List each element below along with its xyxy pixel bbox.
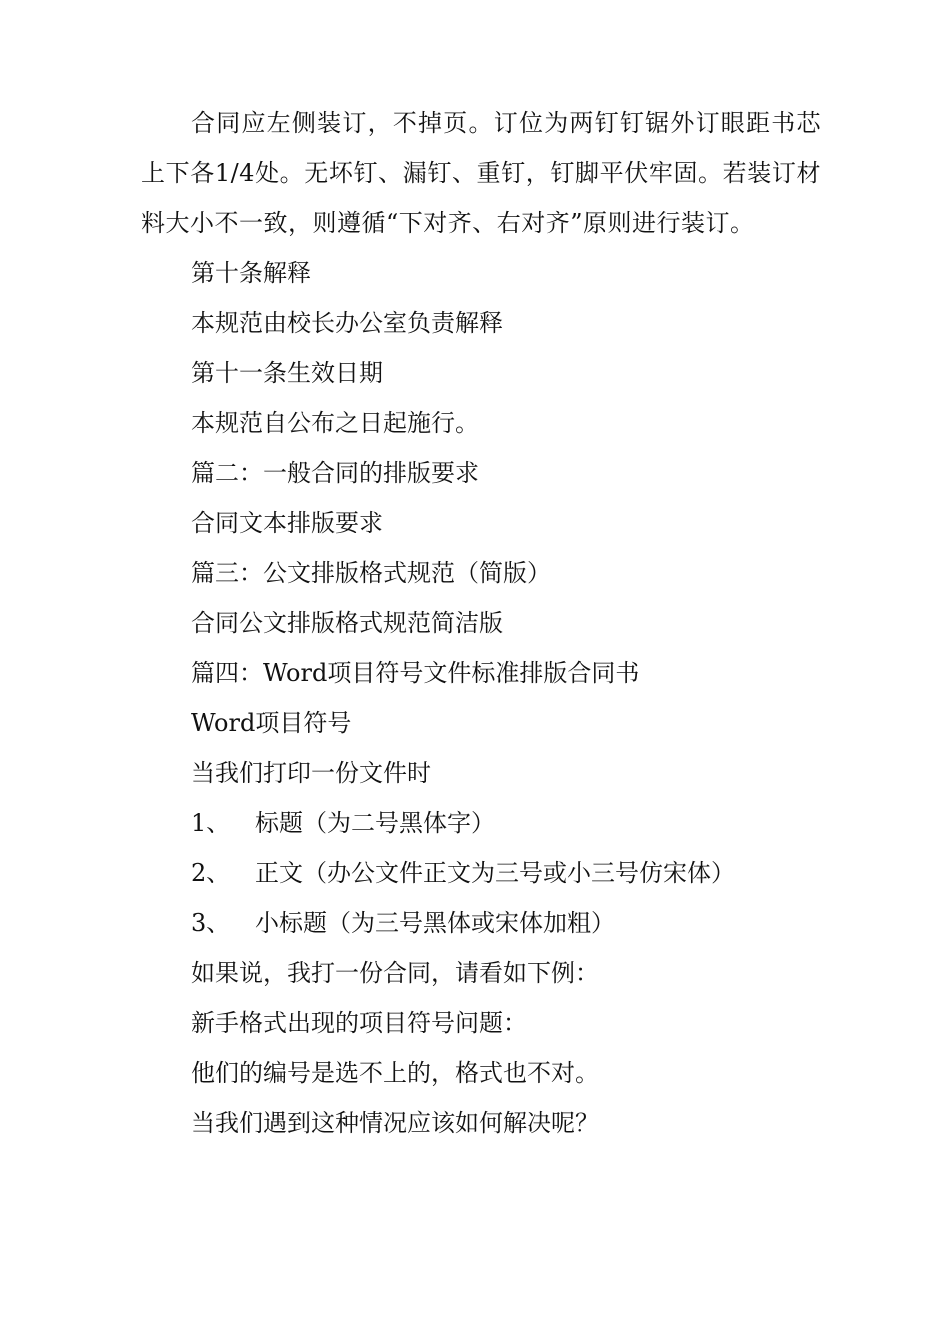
section-heading: 篇二：一般合同的排版要求 [191,459,479,487]
text-line: 本规范由校长办公室负责解释 [191,309,503,337]
text-line: 新手格式出现的项目符号问题： [191,1009,527,1037]
list-item [141,798,821,848]
section-heading: 篇三：公文排版格式规范（简版） [191,559,551,587]
section-heading: 篇四：Word项目符号文件标准排版合同书 [191,659,640,687]
list-item-text: 小标题（为三号黑体或宋体加粗） [255,909,615,937]
text-line: 当我们打印一份文件时 [191,759,431,787]
text-line: 他们的编号是选不上的，格式也不对。 [191,1059,599,1087]
list-item-number: 1、 [191,809,231,837]
list-item [141,898,821,948]
text-line: 当我们遇到这种情况应该如何解决呢？ [191,1109,599,1137]
list-item-text: 正文（办公文件正文为三号或小三号仿宋体） [255,859,735,887]
list-item-text: 标题（为二号黑体字） [255,809,495,837]
text-line: 合同公文排版格式规范简洁版 [191,609,503,637]
text-line: 第十条解释 [191,259,311,287]
text-line: 如果说，我打一份合同，请看如下例： [191,959,599,987]
text-line: 第十一条生效日期 [191,359,383,387]
list-item [141,848,821,898]
text-line: Word项目符号 [191,709,352,737]
text-line: 合同文本排版要求 [191,509,383,537]
list-item-number: 2、 [191,859,231,887]
text-line: 本规范自公布之日起施行。 [191,409,479,437]
list-item-number: 3、 [191,909,231,937]
document-body [141,98,821,1148]
intro-paragraph: 合同应左侧装订，不掉页。订位为两钉钉锯外订眼距书芯上下各1/4处。无坏钉、漏钉、重钉，钉脚平伏牢固。若装订材料大小不一致，则遵循“下对齐、右对齐”原则进行装订。 [141,109,821,237]
